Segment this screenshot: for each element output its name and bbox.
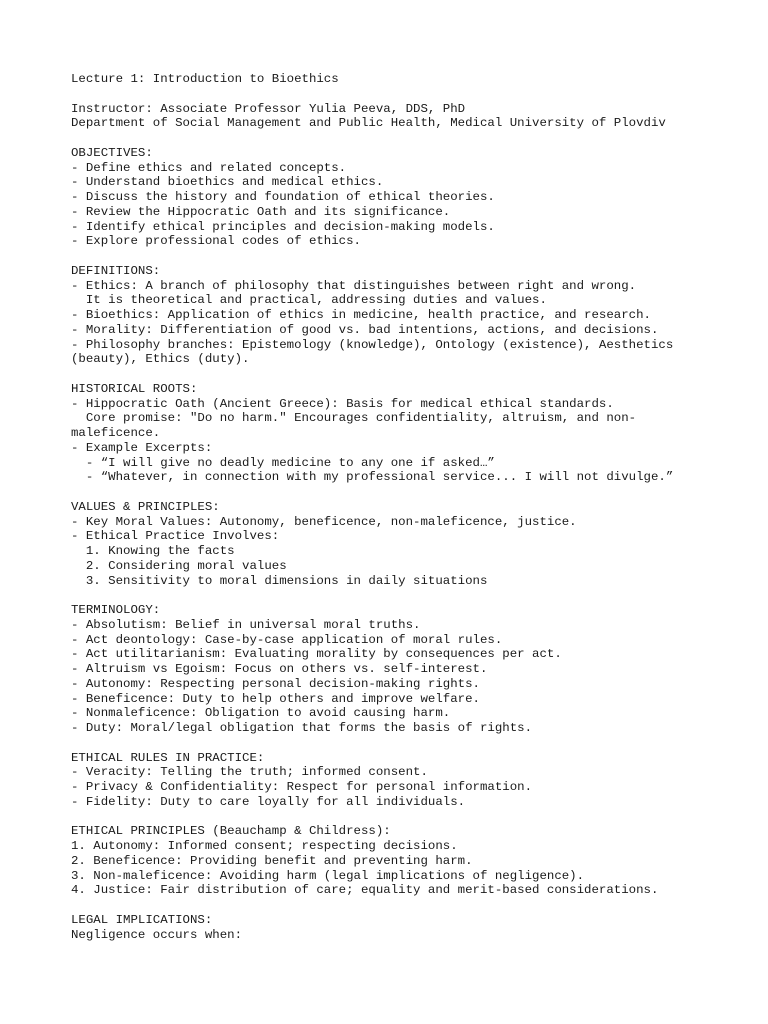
document-line: - Autonomy: Respecting personal decision-making rights.: [71, 676, 480, 691]
document-line: 2. Considering moral values: [71, 558, 287, 573]
document-line: - Absolutism: Belief in universal moral truths.: [71, 617, 421, 632]
document-line: - Ethics: A branch of philosophy that distinguishes between right and wrong.: [71, 278, 637, 293]
document-line: - Privacy & Confidentiality: Respect for personal information.: [71, 780, 533, 794]
document-line: - Philosophy branches: Epistemology (knowledge), Ontology (existence), Aesthetics: [71, 337, 674, 352]
document-line: - Bioethics: Application of ethics in medicine, health practice, and research.: [71, 308, 651, 322]
document-line: OBJECTIVES:: [71, 145, 153, 160]
document-line: Department of Social Management and Public Health, Medical University of Plovdiv: [71, 116, 666, 131]
document-line: LEGAL IMPLICATIONS:: [71, 912, 213, 927]
document-line: - Veracity: Telling the truth; informed consent.: [71, 765, 428, 780]
document-line: - Identify ethical principles and decision-making models.: [71, 219, 495, 234]
document-line: VALUES & PRINCIPLES:: [71, 499, 220, 514]
document-line: - Ethical Practice Involves:: [71, 529, 280, 544]
document-line: [71, 485, 751, 500]
document-line: [71, 898, 751, 913]
document-line: TERMINOLOGY:: [71, 603, 161, 617]
document-line: - “Whatever, in connection with my professional service... I will not divulge.”: [71, 470, 674, 485]
document-line: (beauty), Ethics (duty).: [71, 352, 250, 367]
document-line: 3. Non-maleficence: Avoiding harm (legal implications of negligence).: [71, 868, 585, 883]
document-line: - Duty: Moral/legal obligation that forms the basis of rights.: [71, 721, 533, 735]
document-line: - Explore professional codes of ethics.: [71, 234, 361, 249]
document-line: 1. Knowing the facts: [71, 544, 235, 558]
document-line: - Beneficence: Duty to help others and improve welfare.: [71, 691, 480, 706]
document-line: [71, 87, 751, 102]
document-line: - “I will give no deadly medicine to any one if asked…”: [71, 455, 495, 470]
document-line: 2. Beneficence: Providing benefit and preventing harm.: [71, 853, 473, 868]
document-line: - Define ethics and related concepts.: [71, 160, 347, 175]
document-body: [71, 72, 751, 942]
document-line: Instructor: Associate Professor Yulia Peeva, DDS, PhD: [71, 101, 466, 116]
document-line: - Discuss the history and foundation of ethical theories.: [71, 190, 495, 204]
document-line: [71, 367, 751, 382]
document-line: ETHICAL RULES IN PRACTICE:: [71, 750, 265, 765]
document-line: - Hippocratic Oath (Ancient Greece): Basis for medical ethical standards.: [71, 396, 614, 411]
document-line: Negligence occurs when:: [71, 927, 243, 942]
document-line: - Act deontology: Case-by-case application of moral rules.: [71, 632, 503, 647]
document-line: DEFINITIONS:: [71, 263, 161, 278]
document-line: 4. Justice: Fair distribution of care; equality and merit-based considerations.: [71, 883, 659, 898]
document-line: HISTORICAL ROOTS:: [71, 381, 198, 396]
document-line: ETHICAL PRINCIPLES (Beauchamp & Childress):: [71, 824, 391, 839]
document-line: [71, 588, 751, 603]
document-line: [71, 736, 751, 751]
document-line: Core promise: "Do no harm." Encourages confidentiality, altruism, and non-: [71, 411, 637, 426]
document-line: 1. Autonomy: Informed consent; respecting decisions.: [71, 839, 458, 853]
document-line: - Act utilitarianism: Evaluating morality by consequences per act.: [71, 647, 562, 662]
document-line: - Key Moral Values: Autonomy, beneficence, non-maleficence, justice.: [71, 514, 577, 529]
document-line: - Example Excerpts:: [71, 440, 213, 455]
document-line: [71, 131, 751, 146]
document-line: It is theoretical and practical, addressing duties and values.: [71, 293, 547, 308]
document-line: maleficence.: [71, 426, 161, 440]
document-line: - Morality: Differentiation of good vs. bad intentions, actions, and decisions.: [71, 322, 659, 337]
document-line: - Nonmaleficence: Obligation to avoid causing harm.: [71, 706, 451, 721]
document-line: - Review the Hippocratic Oath and its significance.: [71, 204, 451, 219]
document-line: [71, 249, 751, 264]
document-line: [71, 810, 751, 825]
document-line: Lecture 1: Introduction to Bioethics: [71, 72, 339, 86]
document-line: 3. Sensitivity to moral dimensions in daily situations: [71, 573, 488, 588]
document-line: - Altruism vs Egoism: Focus on others vs. self-interest.: [71, 662, 488, 676]
document-line: - Fidelity: Duty to care loyally for all individuals.: [71, 794, 466, 809]
document-line: - Understand bioethics and medical ethics.: [71, 175, 384, 190]
